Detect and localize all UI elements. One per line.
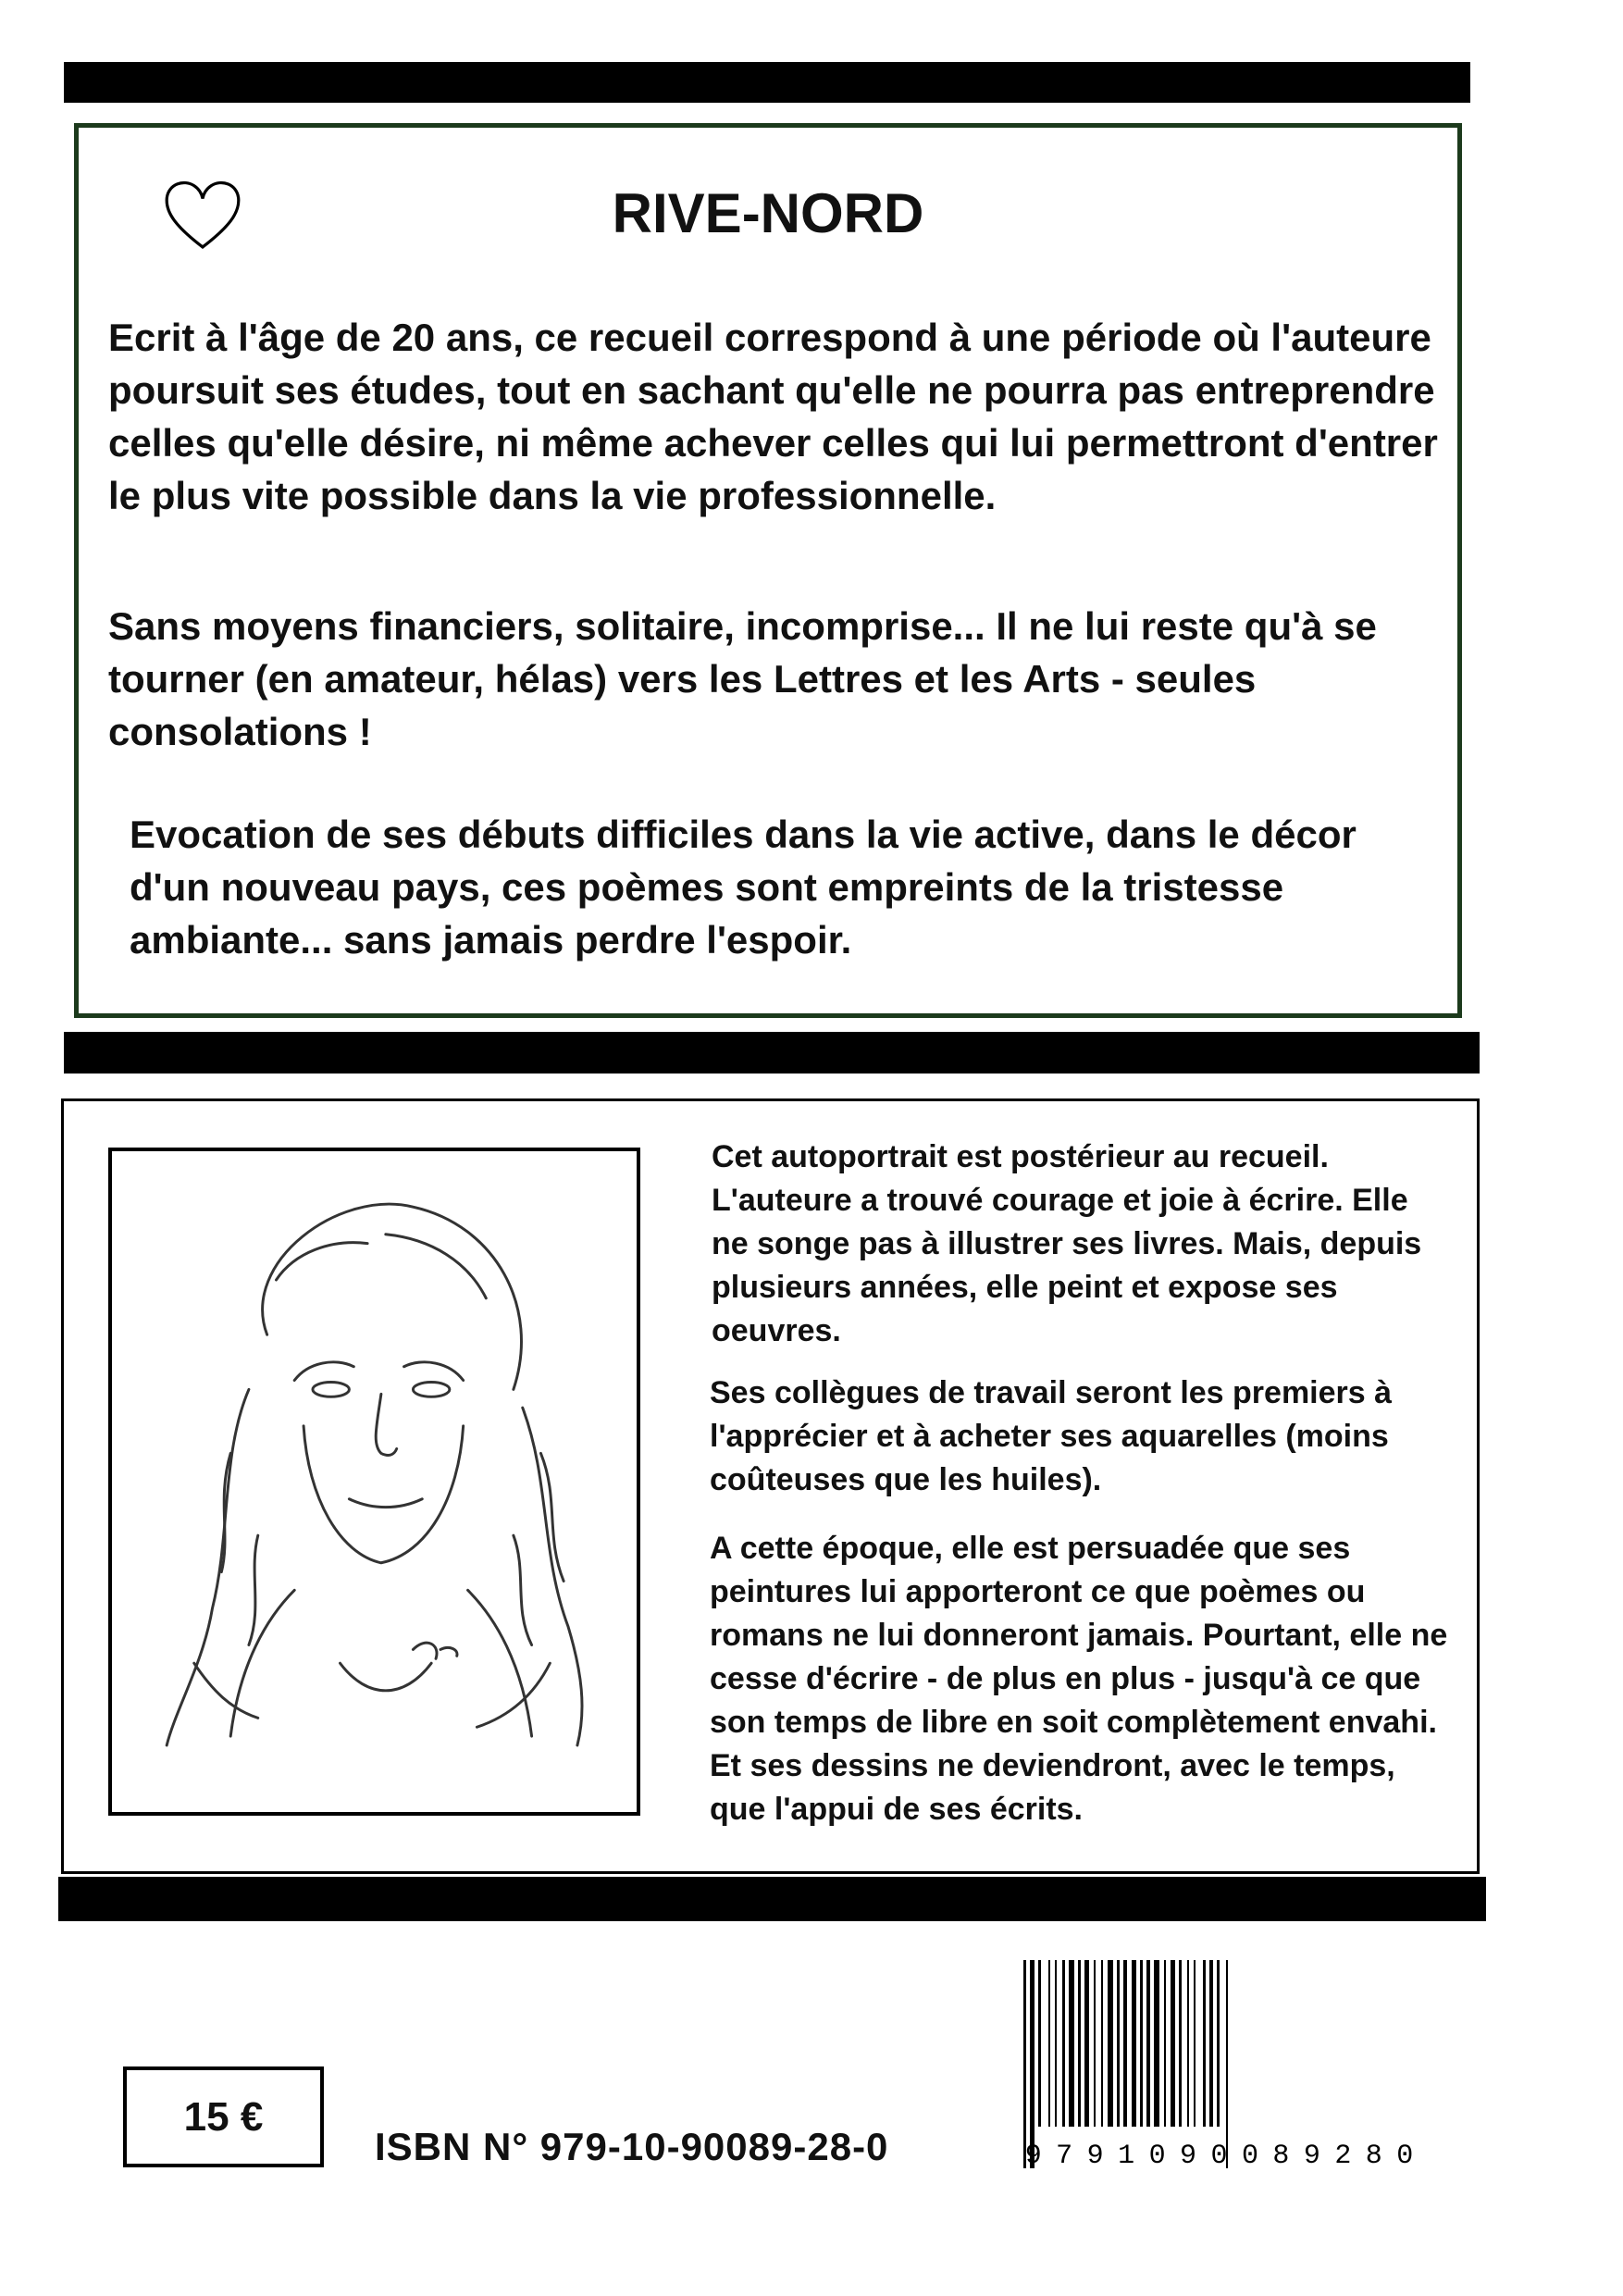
barcode-bar xyxy=(1217,1960,1220,2127)
self-portrait-image xyxy=(108,1148,640,1816)
barcode-digit: 8 xyxy=(1272,2141,1290,2172)
summary-paragraph: Ecrit à l'âge de 20 ans, ce recueil correspond à une période où l'auteure poursuit ses études, tout en sachant qu'elle ne pourra pas entreprendre celles qu'elle désire, ni même achever celles qui lui permettront d'entrer le plus vite possible dans la vie professionnelle. xyxy=(108,316,1438,517)
barcode-digit: 9 xyxy=(1303,2141,1320,2172)
barcode-bar xyxy=(1038,1960,1041,2127)
barcode-bar xyxy=(1209,1960,1213,2127)
lower-black-bar xyxy=(58,1877,1486,1921)
barcode-digit: 1 xyxy=(1118,2141,1135,2172)
barcode-bar xyxy=(1117,1960,1120,2127)
self-portrait-drawing xyxy=(112,1151,637,1812)
barcode-bar xyxy=(1062,1960,1065,2127)
barcode-digits xyxy=(1018,2131,1420,2172)
barcode-bar xyxy=(1203,1960,1206,2127)
barcode-bar xyxy=(1154,1960,1159,2127)
barcode-bar xyxy=(1187,1960,1189,2127)
middle-black-bar xyxy=(64,1032,1480,1074)
barcode-bar xyxy=(1069,1960,1074,2127)
summary-paragraph: Sans moyens financiers, solitaire, incomprise... Il ne lui reste qu'à se tourner (en amateur, hélas) vers les Lettres et les Arts - seules consolations ! xyxy=(108,604,1377,753)
barcode-bar xyxy=(1171,1960,1175,2127)
barcode-bar xyxy=(1078,1960,1081,2127)
barcode-digit: 0 xyxy=(1241,2141,1258,2172)
barcode-digit: 2 xyxy=(1334,2141,1352,2172)
author-paragraph: A cette époque, elle est persuadée que ses peintures lui apporteront ce que poèmes ou romans ne lui donneront jamais. Pourtant, elle ne cesse d'écrire - de plus en plus - jusqu'à ce que son temps de libre en soit complètement envahi. Et ses dessins ne deviendront, avec le temps, que l'appui de ses écrits. xyxy=(710,1531,1448,1827)
barcode-bar xyxy=(1055,1960,1057,2127)
barcode-digit: 7 xyxy=(1056,2141,1073,2172)
summary-paragraph: Evocation de ses débuts difficiles dans la vie active, dans le décor d'un nouveau pays, ces poèmes sont empreints de la tristesse ambiante... sans jamais perdre l'espoir. xyxy=(130,813,1357,962)
barcode-bar xyxy=(1140,1960,1143,2127)
author-paragraph: Cet autoportrait est postérieur au recueil. L'auteure a trouvé courage et joie à écrire. Elle ne songe pas à illustrer ses livres. Mais, depuis plusieurs années, elle peint et expose ses oeuvres. xyxy=(712,1139,1422,1348)
price-tag: 15 € xyxy=(123,2066,324,2167)
barcode-bar xyxy=(1179,1960,1182,2127)
barcode-bar xyxy=(1194,1960,1196,2127)
barcode-digit: 0 xyxy=(1148,2141,1166,2172)
barcode-digit: 9 xyxy=(1180,2141,1197,2172)
isbn-label: ISBN N° 979-10-90089-28-0 xyxy=(375,2125,889,2168)
barcode-bar xyxy=(1108,1960,1113,2127)
author-box xyxy=(61,1098,1480,1874)
author-paragraph: Ses collègues de travail seront les premiers à l'apprécier et à acheter ses aquarelles (moins coûteuses que les huiles). xyxy=(710,1375,1393,1497)
barcode-bar xyxy=(1164,1960,1166,2127)
book-title: RIVE-NORD xyxy=(612,182,924,244)
barcode-digit: 9 xyxy=(1086,2141,1104,2172)
barcode-bar xyxy=(1084,1960,1089,2127)
barcode-digit: 0 xyxy=(1210,2141,1228,2172)
barcode-bar xyxy=(1101,1960,1103,2127)
barcode-digit: 0 xyxy=(1396,2141,1414,2172)
barcode-bar xyxy=(1048,1960,1050,2127)
barcode-bar xyxy=(1094,1960,1096,2127)
barcode-digit: 8 xyxy=(1365,2141,1382,2172)
top-black-bar xyxy=(64,62,1470,103)
barcode-bar xyxy=(1132,1960,1136,2127)
barcode-bar xyxy=(1146,1960,1150,2127)
barcode-bar xyxy=(1123,1960,1127,2127)
barcode-digit: 9 xyxy=(1024,2141,1042,2172)
summary-box xyxy=(74,123,1462,1018)
